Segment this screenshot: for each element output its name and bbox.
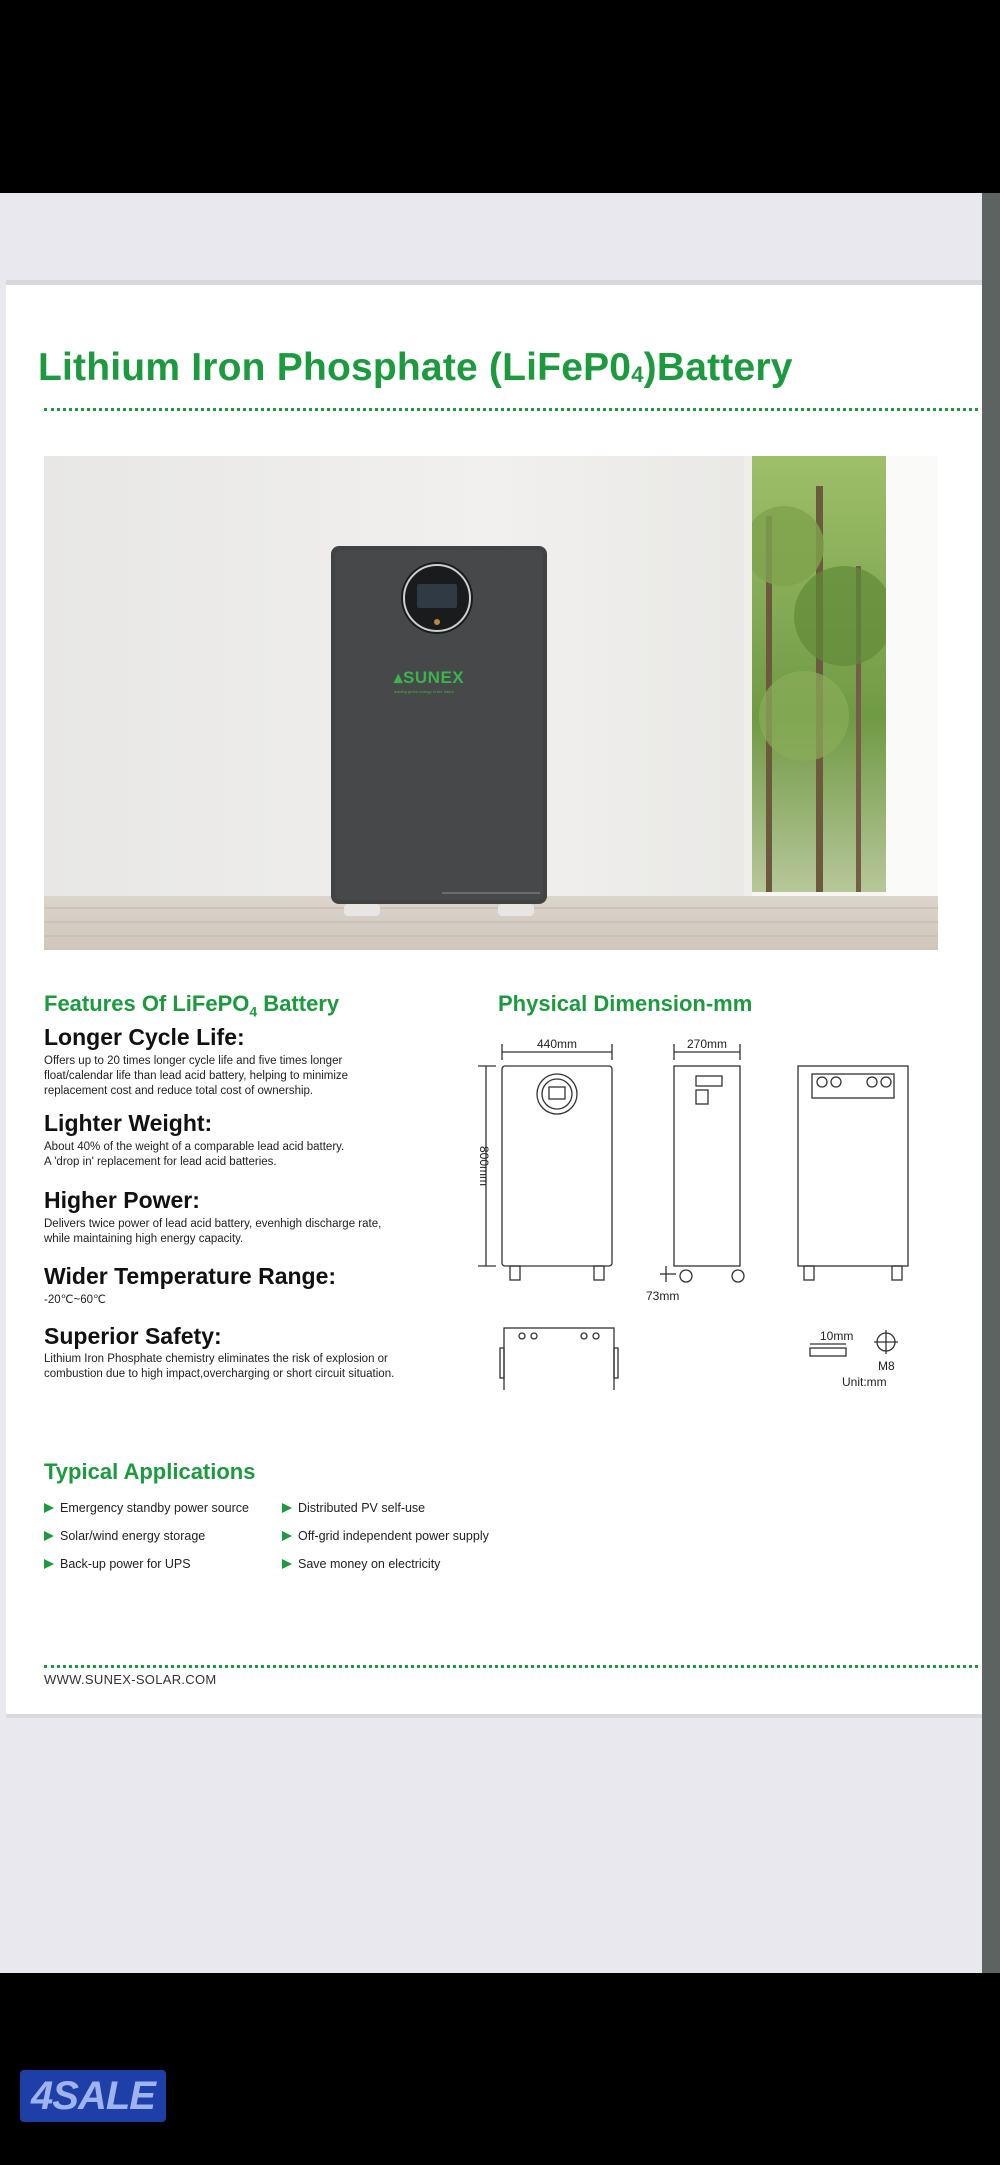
watermark-logo: 4SALE bbox=[20, 2070, 166, 2122]
application-item: Distributed PV self-use bbox=[282, 1501, 425, 1515]
unit-label: Unit:mm bbox=[842, 1375, 887, 1389]
feature-description: Offers up to 20 times longer cycle life and five times longer float/calendar life than lead acid battery, helping to minimize replacement cost and reduce total cost of ownership. bbox=[44, 1055, 349, 1097]
feature-description: Delivers twice power of lead acid battery, evenhigh discharge rate, while maintaining high energy capacity. bbox=[44, 1218, 382, 1245]
application-item: Save money on electricity bbox=[282, 1557, 440, 1571]
footer-dotted-divider bbox=[44, 1665, 978, 1668]
feature-title: Wider Temperature Range: bbox=[44, 1263, 337, 1289]
application-item: Solar/wind energy storage bbox=[44, 1529, 205, 1543]
width-label: 440mm bbox=[536, 1037, 578, 1051]
viewer-edge bbox=[982, 193, 1000, 1973]
sheet-bottom-shadow bbox=[6, 1714, 982, 1718]
top-black-bar bbox=[0, 0, 1000, 193]
depth-label: 270mm bbox=[686, 1037, 728, 1051]
application-item: Emergency standby power source bbox=[44, 1501, 249, 1515]
application-item: Off-grid independent power supply bbox=[282, 1529, 489, 1543]
feature-title: Lighter Weight: bbox=[44, 1110, 213, 1136]
feature-title: Superior Safety: bbox=[44, 1323, 222, 1349]
applications-heading: Typical Applications bbox=[44, 1459, 256, 1484]
title-dotted-divider bbox=[44, 408, 978, 411]
feature-description: -20℃~60℃ bbox=[44, 1294, 106, 1306]
feature-description: About 40% of the weight of a comparable lead acid battery. A 'drop in' replacement for lead acid batteries. bbox=[44, 1141, 345, 1168]
arrow-icon bbox=[44, 1503, 54, 1513]
arrow-icon bbox=[44, 1531, 54, 1541]
arrow-icon bbox=[282, 1559, 292, 1569]
bolt-label: M8 bbox=[878, 1359, 895, 1373]
height-label: 800mm bbox=[477, 1145, 491, 1187]
dimension-drawing bbox=[470, 1030, 930, 1390]
arrow-icon bbox=[44, 1559, 54, 1569]
arrow-icon bbox=[282, 1531, 292, 1541]
application-item: Back-up power for UPS bbox=[44, 1557, 191, 1571]
feature-title: Longer Cycle Life: bbox=[44, 1024, 245, 1050]
feature-title: Higher Power: bbox=[44, 1187, 200, 1213]
dimensions-heading: Physical Dimension-mm bbox=[498, 991, 753, 1016]
footer-url: WWW.SUNEX-SOLAR.COM bbox=[44, 1672, 217, 1687]
features-heading: Features Of LiFePO$_4$ Battery bbox=[44, 991, 340, 1020]
wheel-label: 73mm bbox=[646, 1289, 680, 1303]
sunex-tagline: leading green energy in the future bbox=[394, 689, 454, 694]
feature-description: Lithium Iron Phosphate chemistry eliminates the risk of explosion or combustion due to high impact,overcharging or short circuit situation. bbox=[44, 1353, 395, 1380]
arrow-icon bbox=[282, 1503, 292, 1513]
terminal-label: 10mm bbox=[820, 1329, 854, 1343]
product-photo bbox=[44, 456, 938, 950]
page-title: Lithium Iron Phosphate $(LiFeP0_4)Battery$ bbox=[38, 346, 793, 389]
sunex-logo: ▴SUNEX bbox=[394, 668, 465, 687]
